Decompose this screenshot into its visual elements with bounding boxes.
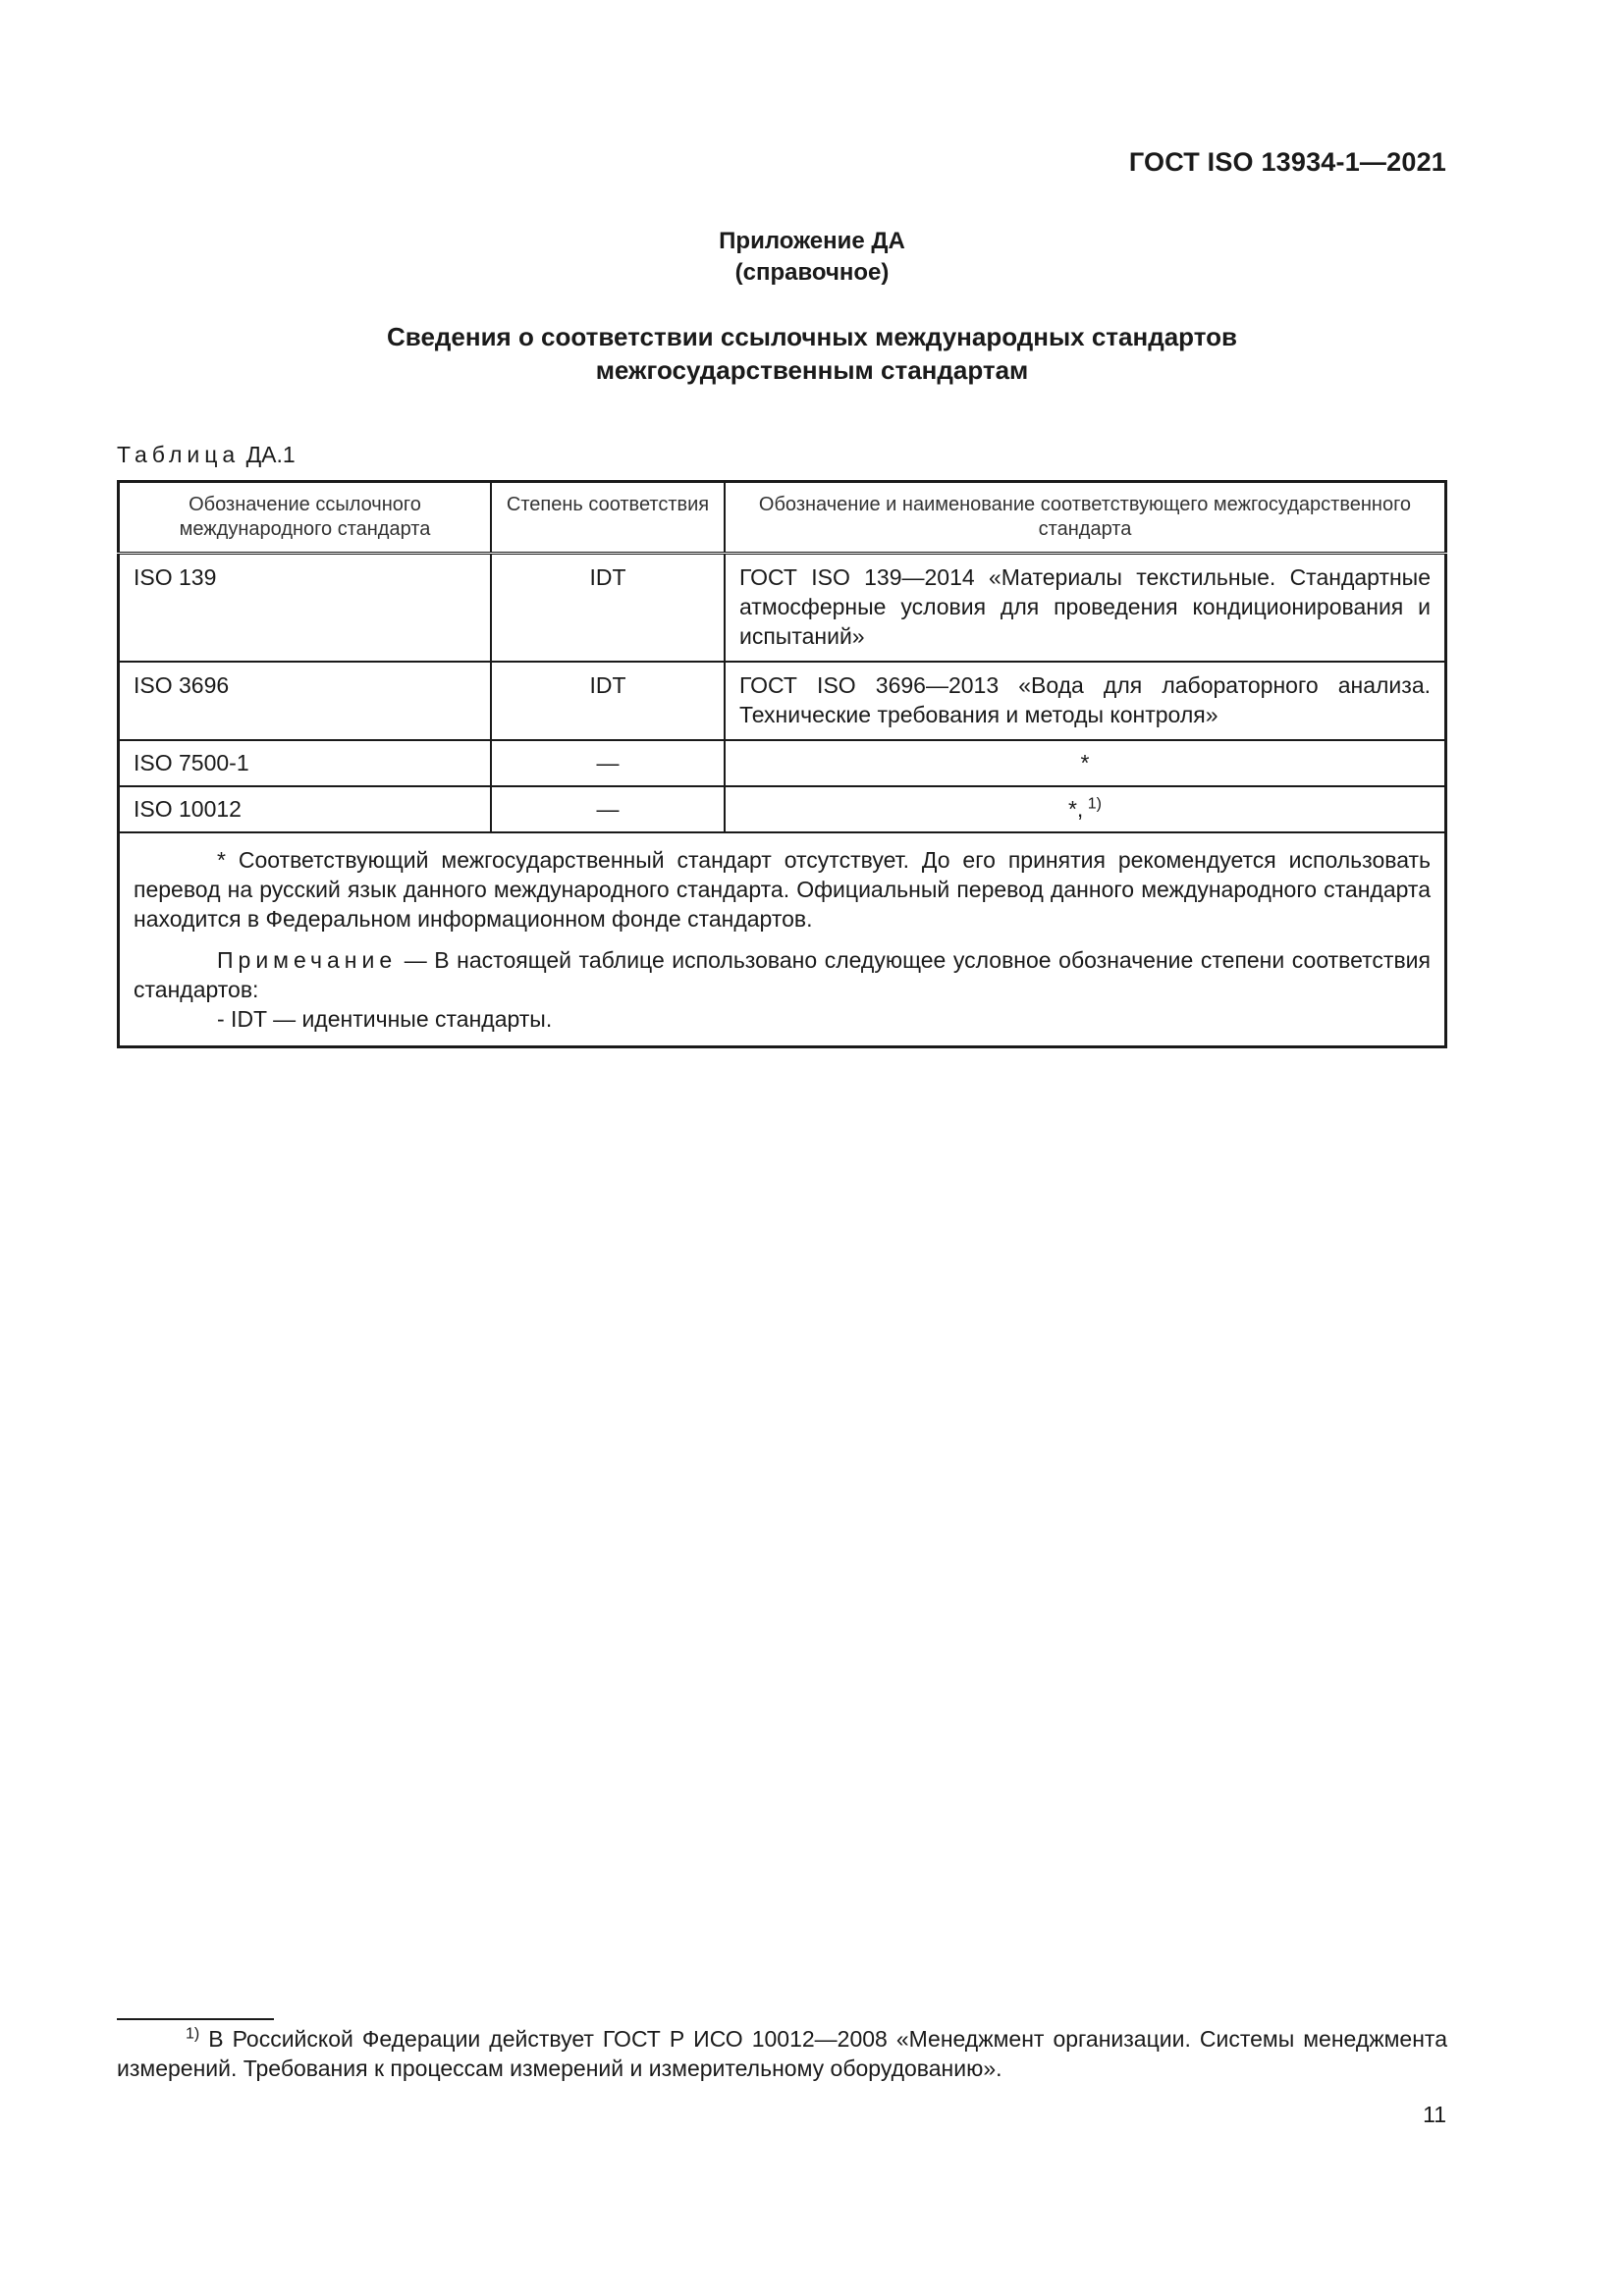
- cell-standard-asterisk: *,: [1067, 796, 1084, 822]
- correspondence-table: [117, 480, 1447, 1048]
- note-label: Примечание: [217, 947, 398, 973]
- cell-standard: ГОСТ ISO 139—2014 «Материалы текстильные. Стандартные атмосферные условия для проведения кондиционирования и испытаний»: [725, 554, 1446, 663]
- cell-standard: [725, 786, 1446, 832]
- cell-ref: ISO 10012: [119, 786, 492, 832]
- annex-heading: [196, 320, 1428, 387]
- table-row: [119, 786, 1446, 832]
- note-item: - IDT — идентичные стандарты.: [217, 1006, 553, 1032]
- table-header-row: [119, 482, 1446, 554]
- note-text: — В настоящей таблице использовано следующее условное обозначение степени соответствия стандартов:: [134, 947, 1431, 1002]
- annex-heading-line2: межгосударственным стандартам: [595, 355, 1029, 385]
- annex-subtitle: (справочное): [734, 259, 890, 286]
- cell-degree: —: [491, 786, 725, 832]
- footnote-divider: [117, 2018, 274, 2020]
- cell-standard: ГОСТ ISO 3696—2013 «Вода для лабораторного анализа. Технические требования и методы контроля»: [725, 662, 1446, 740]
- document-code: ГОСТ ISO 13934-1—2021: [1128, 147, 1446, 177]
- table-caption-label: Таблица: [117, 442, 241, 467]
- header-ref-standard: Обозначение ссылочного международного стандарта: [119, 482, 492, 554]
- cell-degree: IDT: [491, 554, 725, 663]
- footnote-reference[interactable]: 1): [1083, 795, 1102, 813]
- header-degree: Степень соответствия: [491, 482, 725, 554]
- annex-title: Приложение ДА: [719, 228, 905, 254]
- asterisk-note: * Соответствующий межгосударственный стандарт отсутствует. До его принятия рекомендуется использовать перевод на русский язык данного международного стандарта. Официальный перевод данного международного стандарта находится в Федеральном информационном фонде стандартов.: [134, 847, 1431, 932]
- table-notes-row: [119, 832, 1446, 1047]
- table-caption-number: ДА.1: [245, 442, 296, 467]
- table-row: [119, 662, 1446, 740]
- cell-ref: ISO 7500-1: [119, 740, 492, 786]
- footnote-mark: 1): [186, 2025, 200, 2043]
- header-interstate-standard: Обозначение и наименование соответствующего межгосударственного стандарта: [725, 482, 1446, 554]
- table-note: [134, 945, 1431, 1034]
- annex-heading-line1: Сведения о соответствии ссылочных международных стандартов: [387, 322, 1237, 351]
- table-row: [119, 740, 1446, 786]
- cell-ref: ISO 139: [119, 554, 492, 663]
- cell-degree: IDT: [491, 662, 725, 740]
- table-row: [119, 554, 1446, 663]
- page-number: 11: [1423, 2102, 1446, 2127]
- footnote-text: В Российской Федерации действует ГОСТ Р ИСО 10012—2008 «Менеджмент организации. Системы менеджмента измерений. Требования к процессам измерений и измерительному оборудованию».: [117, 2026, 1447, 2081]
- cell-ref: ISO 3696: [119, 662, 492, 740]
- footnote: [117, 2024, 1447, 2083]
- cell-standard: *: [725, 740, 1446, 786]
- table-caption: [117, 440, 296, 469]
- table-notes: [119, 832, 1446, 1047]
- cell-degree: —: [491, 740, 725, 786]
